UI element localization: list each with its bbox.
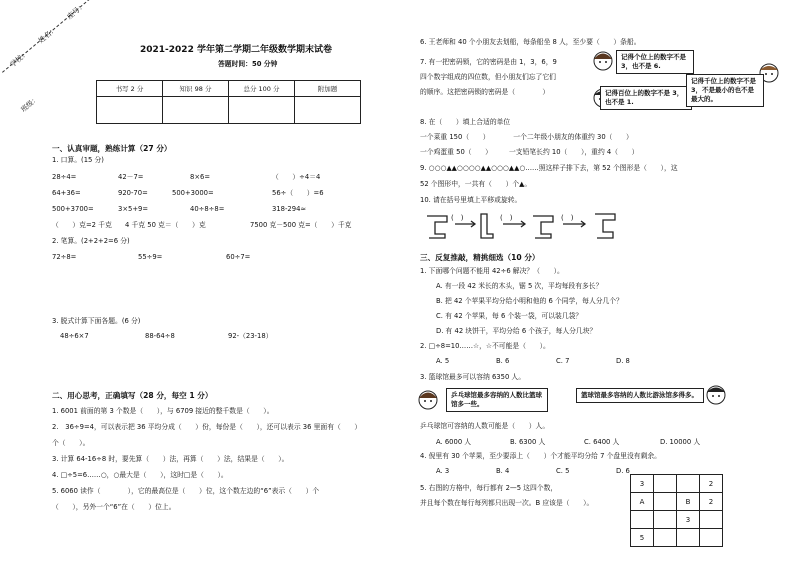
- choice-option: D. 10000 人: [660, 438, 701, 446]
- girl-cartoon-icon: [592, 48, 614, 74]
- grid-cell: [654, 529, 677, 547]
- grid-cell: 3: [677, 511, 700, 529]
- svg-text:( ): ( ): [561, 214, 574, 222]
- hint-bubble-ones: 记得个位上的数字不是 3，也不是 6.: [616, 50, 694, 74]
- written-item: 60÷7=: [226, 253, 251, 261]
- written-item: 72÷8=: [52, 253, 77, 261]
- grid-cell: [700, 511, 723, 529]
- seat-label: 座号：: [65, 1, 87, 22]
- score-header: 总分 100 分: [229, 81, 295, 97]
- oral-item: 7500 克－500 克=（ ）千克: [250, 221, 352, 229]
- number-grid: [630, 474, 723, 547]
- choice-option: D. 8: [616, 357, 630, 365]
- oral-item: 42－7=: [118, 173, 144, 181]
- oral-item: 28÷4=: [52, 173, 77, 181]
- choice-option: A. 有一段 42 米长的木头，锯 5 次，平均每段有多长？: [436, 282, 603, 290]
- choice-q4: 4. 倪里有 30 个苹果，至少要添上（ ）个才能平均分给 7 个盘里没有剩余。: [420, 452, 661, 460]
- boy-speaker-icon: [704, 380, 728, 410]
- oral-item: 4 千克 50 克＝（ ）克: [125, 221, 206, 229]
- mixed-item: 92-（23-18）: [228, 332, 273, 340]
- oral-item: （ ）克=2 千克: [52, 221, 112, 229]
- question-9: 9. ○○○▲▲○○○○▲▲○○○▲▲○……照这样子排下去，第 52 个图形是（ ），这: [420, 164, 678, 172]
- question-8-line: 一个菜重 150（ ） 一个二年级小朋友的体重约 30（ ）: [420, 133, 633, 141]
- choice-q2: 2. □÷8=10……☆，☆不可能是（ ）。: [420, 342, 550, 350]
- oral-item: 318-294≈: [272, 205, 307, 213]
- grid-cell: [677, 475, 700, 493]
- oral-item: 500+3000=: [172, 189, 214, 197]
- speech-bubble-left: 乒乓球馆最多容纳的人数比篮球馆多一些。: [446, 388, 548, 412]
- choice-option: B. 6300 人: [510, 438, 546, 446]
- class-label: 班级：: [19, 94, 41, 114]
- oral-item: 920-70=: [118, 189, 148, 197]
- score-header: 知识 98 分: [163, 81, 229, 97]
- choice-q3: 3. 篮球馆最多可以容纳 6350 人。: [420, 373, 526, 381]
- exam-time: 答题时间：50 分钟: [218, 60, 278, 68]
- grid-cell: [677, 529, 700, 547]
- mixed-item: 88-64÷8: [145, 332, 175, 340]
- grid-cell: [654, 511, 677, 529]
- choice-q3-line: 乒乓球馆可容纳的人数可能是（ ）人。: [420, 422, 550, 430]
- fill-question: 5. 6060 读作（ ），它的最高位是（ ）位，这个数左边的“6”表示（ ）个: [52, 487, 320, 495]
- hint-bubble-thousands: 记得千位上的数字不是 3，不是最小的也不是最大的。: [686, 74, 764, 107]
- student-info-sidebar: [8, 0, 98, 70]
- score-cell[interactable]: [295, 97, 361, 124]
- grid-cell: [654, 493, 677, 511]
- fill-question: 1. 6001 前面的第 3 个数是（ ），与 6709 接近的整千数是（ ）。: [52, 407, 274, 415]
- score-cell[interactable]: [97, 97, 163, 124]
- written-item: 55÷9=: [138, 253, 163, 261]
- fill-question: 2. 36÷9=4，可以表示把 36 平均分成（ ）份，每份是（ ），还可以表示 36 里面有（ ）: [52, 423, 362, 431]
- hint-bubble-hundreds: 记得百位上的数字不是 3，也不是 1.: [600, 86, 692, 110]
- oral-item: （ ）÷4＝4: [272, 173, 321, 181]
- question-7-line: 的顺序。这把密码锁的密码是（ ）: [420, 88, 550, 96]
- choice-q5-line: 并且每个数在每行每列都只出现一次。B 应该是（ ）。: [420, 499, 594, 507]
- section-2-title: 二、用心思考，正确填写（28 分，每空 1 分）: [52, 391, 213, 400]
- grid-cell: [654, 475, 677, 493]
- choice-option: B. 把 42 个苹果平均分给小明和他的 6 个同学，每人分几个？: [436, 297, 623, 305]
- mixed-item: 48÷6×7: [60, 332, 89, 340]
- question-8: 8. 在（ ）填上合适的单位: [420, 118, 511, 126]
- score-header: 书写 2 分: [97, 81, 163, 97]
- oral-item: 40÷8÷8=: [190, 205, 225, 213]
- section-3-title: 三、反复推敲，精挑细选（10 分）: [420, 253, 540, 262]
- fill-question: 4. □÷5=6……○，○最大是（ ），这时□是（ ）。: [52, 471, 228, 479]
- oral-item: 56÷（ ）=6: [272, 189, 324, 197]
- girl-speaker-icon: [416, 386, 440, 414]
- score-header: 附加题: [295, 81, 361, 97]
- question-10: 10. 请在括号里填上平移或旋转。: [420, 196, 522, 204]
- fill-question: （ ），另外一个“6”在（ ）位上。: [52, 503, 176, 511]
- score-cell[interactable]: [163, 97, 229, 124]
- page-title: 2021-2022 学年第二学期二年级数学期末试卷: [140, 45, 332, 55]
- choice-option: C. 5: [556, 467, 570, 475]
- question-7-line: 7. 有一把密码锁，它的密码是由 1，3，6，9: [420, 58, 557, 66]
- score-table: [96, 80, 361, 124]
- fill-question: 个（ ）。: [52, 439, 90, 447]
- oral-item: 500+3700=: [52, 205, 94, 213]
- grid-cell: 3: [631, 475, 654, 493]
- oral-item: 64+36=: [52, 189, 81, 197]
- svg-text:( ): ( ): [500, 214, 513, 222]
- q2-title: 2. 笔算。(2+2+2=6 分): [52, 237, 130, 245]
- oral-item: 3×5+9=: [118, 205, 149, 213]
- grid-cell: 2: [700, 493, 723, 511]
- choice-q5: 5. 右图的方格中，每行都有 2—5 这四个数，: [420, 484, 558, 492]
- choice-option: A. 6000 人: [436, 438, 472, 446]
- choice-option: D. 6: [616, 467, 630, 475]
- oral-item: 8×6=: [190, 173, 211, 181]
- svg-text:( ): ( ): [451, 214, 464, 222]
- choice-option: C. 7: [556, 357, 570, 365]
- grid-cell: B: [677, 493, 700, 511]
- q1-title: 1. 口算。(15 分): [52, 156, 104, 164]
- choice-option: B. 6: [496, 357, 510, 365]
- school-label: 学校：: [8, 49, 30, 69]
- question-6: 6. 王老师和 40 个小朋友去划船，每条船坐 8 人，至少要（ ）条船。: [420, 38, 641, 46]
- choice-option: A. 3: [436, 467, 450, 475]
- choice-option: A. 5: [436, 357, 450, 365]
- choice-option: C. 有 42 个苹果，每 6 个装一袋，可以装几袋？: [436, 312, 583, 320]
- grid-cell: 5: [631, 529, 654, 547]
- section-1-title: 一、认真审题，熟练计算（27 分）: [52, 144, 172, 153]
- question-9-line: 52 个图形中，一共有（ ）个▲。: [420, 180, 532, 188]
- grid-cell: [700, 529, 723, 547]
- choice-q1: 1. 下面哪个问题不能用 42÷6 解决？（ ）。: [420, 267, 564, 275]
- question-7-line: 四个数字组成的四位数，但小朋友们忘了它们: [420, 73, 556, 81]
- choice-option: D. 有 42 块饼干，平均分给 6 个孩子，每人分几块？: [436, 327, 597, 335]
- grid-cell: 2: [700, 475, 723, 493]
- shape-movement-figures: [425, 210, 655, 242]
- score-cell[interactable]: [229, 97, 295, 124]
- choice-option: B. 4: [496, 467, 510, 475]
- fill-question: 3. 计算 64-16÷8 时，要先算（ ）法，再算（ ）法，结果是（ ）。: [52, 455, 289, 463]
- q3-title: 3. 脱式计算下面各题。(6 分): [52, 317, 141, 325]
- choice-option: C. 6400 人: [584, 438, 620, 446]
- grid-cell: [631, 511, 654, 529]
- grid-cell: A: [631, 493, 654, 511]
- name-label: 姓名：: [37, 25, 59, 45]
- question-8-line: 一个鸡蛋重 50（ ） 一支铅笔长约 10（ ），重约 4（ ）: [420, 148, 639, 156]
- speech-bubble-right: 篮球馆最多容纳的人数比游泳馆多得多。: [576, 388, 704, 403]
